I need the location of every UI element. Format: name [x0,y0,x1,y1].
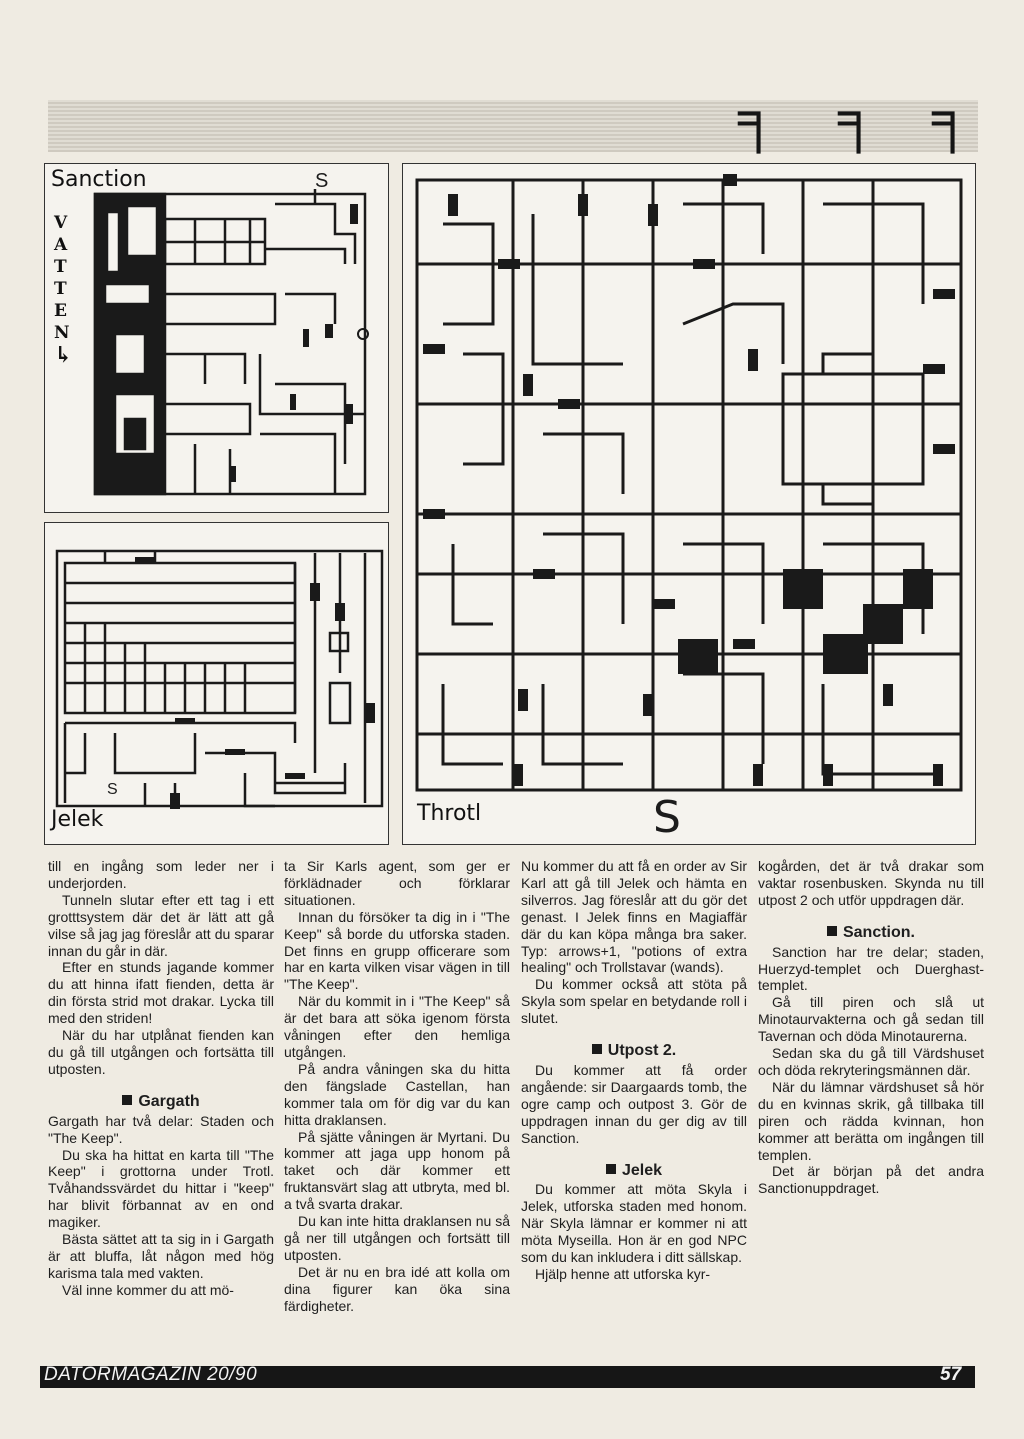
corner-mark: ╕ [738,84,780,149]
paragraph: ta Sir Karls agent, som ger er förklädnader och förklarar situationen. [284,858,510,908]
paragraph: Efter en stunds jagande kommer du att hinna ifatt fienden, detta är din första strid mot drakar. Lycka till med den striden! [48,959,274,1027]
square-bullet-icon [606,1164,616,1174]
section-heading [521,1163,747,1180]
paragraph: Gå till piren och slå ut Minotaurvakterna och gå sedan till Tavernan och döda Minotaurerna. [758,994,984,1045]
arrow-icon: ↳ [54,342,73,368]
paragraph: Sanction har tre delar; staden, Huerzyd-templet och Duerghast-templet. [758,943,984,994]
vatten-letter: A [54,235,68,255]
paragraph: Det är början på det andra Sanctionuppdraget. [758,1163,984,1197]
vatten-letter: V [54,213,68,233]
throtl-map-title: Throtl [417,801,482,826]
paragraph: Nu kommer du att få en order av Sir Karl att gå till Jelek och hämta en silverros. Jag föreslår att du gör det genast. I Jelek finns en Magiaffär där du kan köpa många bra saker. Typ: arrows+1, "potions of extra healing" och Trollstavar (wands). [521,858,747,976]
corner-mark: ╕ [838,84,880,149]
throtl-start-marker: S [653,792,681,843]
paragraph: När du har utplånat fienden kan du gå till utgången och fortsätta till utposten. [48,1027,274,1077]
sanction-map-title: Sanction [51,167,147,192]
throtl-map-drawing [403,164,975,844]
section-heading-text: Gargath [138,1092,200,1110]
page-number: 57 [940,1364,962,1385]
square-bullet-icon [592,1044,602,1054]
section-heading-text: Sanction. [842,923,915,941]
paragraph: Du kommer att möta Skyla i Jelek, utforska staden med honom. När Skyla lämnar er kommer ni att möta Myseilla. Hon är en god NPC som du kan inkludera i ditt sällskap. [521,1181,747,1266]
paragraph: På andra våningen ska du hitta den fängslade Castellan, han kommer tala om för dig var du kan hitta draklansen. [284,1060,510,1128]
vatten-letter: T [54,279,67,299]
vatten-letter: N [54,323,70,343]
paragraph: Du kommer också att stöta på Skyla som spelar en betydande roll i slutet. [521,976,747,1027]
paragraph: På sjätte våningen är Myrtani. Du kommer att jaga upp honom på taket och där kommer ett fruktansvärt slag att utbryta, med bl. a två svarta drakar. [284,1128,510,1213]
section-heading-text: Utpost 2. [607,1042,677,1060]
vatten-label [54,212,73,368]
sanction-map-drawing [45,164,388,512]
square-bullet-icon [827,926,837,936]
paragraph: Du ska ha hittat en karta till "The Keep" i grottorna under Trotl. Tvåhandssvärdet du hittar i "keep" har blivit förbannat av en ond magiker. [48,1146,274,1231]
jelek-map-title: Jelek [51,807,104,832]
jelek-map-drawing [45,523,388,844]
magazine-name: DATORMAGAZIN 20/90 [44,1364,258,1385]
section-heading-text: Jelek [621,1161,663,1179]
text-column [48,858,274,1299]
sanction-start-marker: S [315,170,329,192]
paragraph: till en ingång som leder ner i underjorden. [48,858,274,891]
square-bullet-icon [122,1095,132,1105]
paragraph: Det är nu en bra idé att kolla om dina figurer kan öka sina färdigheter. [284,1263,510,1314]
paragraph: Hjälp henne att utforska kyr- [535,1265,711,1282]
paragraph: Tunneln slutar efter ett tag i ett grotttsystem där det är lätt att gå vilse så jag jag föreslår att du sparar innan du går in där. [48,891,274,959]
paragraph: Bästa sättet att ta sig in i Gargath är att bluffa, låt någon med hög karisma tala med vakten. [48,1231,274,1281]
text-column [521,858,747,1283]
section-heading [48,1094,274,1111]
paragraph: När du lämnar värdshuset så hör du en kvinnas skrik, gå tillbaka till piren och rädda kvinnan, hon kommer att berätta om ingången till templen. [758,1078,984,1163]
paragraph: Du kommer att få order angående: sir Daargaards tomb, the ogre camp och outpost 3. Gör de uppdragen innan du ger dig av till Sanction. [521,1061,747,1146]
text-column [758,858,984,1197]
paragraph: Innan du försöker ta dig in i "The Keep" så borde du utforska staden. Det finns en grupp officerare som har en karta vilken visar vägen in till "The Keep". [284,908,510,993]
jelek-start-marker: S [107,781,118,798]
paragraph: Sedan ska du gå till Värdshuset och döda rekryteringsmännen där. [758,1045,984,1078]
paragraph: När du kommit in i "The Keep" så är det bara att söka igenom första våningen efter den hemliga utgången. [284,993,510,1060]
paragraph: Väl inne kommer du att mö- [62,1281,234,1298]
vatten-letter: E [54,301,67,321]
section-heading [521,1043,747,1060]
paragraph: kogården, det är två drakar som vaktar rosenbusken. Skynda nu till utpost 2 och utför uppdragen där. [758,858,984,908]
paragraph: Du kan inte hitta draklansen nu så gå ner till utgången och fortsätt till utposten. [284,1213,510,1263]
throtl-map [402,163,976,845]
paragraph: Gargath har två delar: Staden och "The Keep". [48,1112,274,1146]
corner-mark: ╕ [932,84,974,149]
section-heading [758,925,984,942]
jelek-map [44,522,389,845]
sanction-map [44,163,389,513]
vatten-letter: T [54,257,67,277]
text-column [284,858,510,1314]
